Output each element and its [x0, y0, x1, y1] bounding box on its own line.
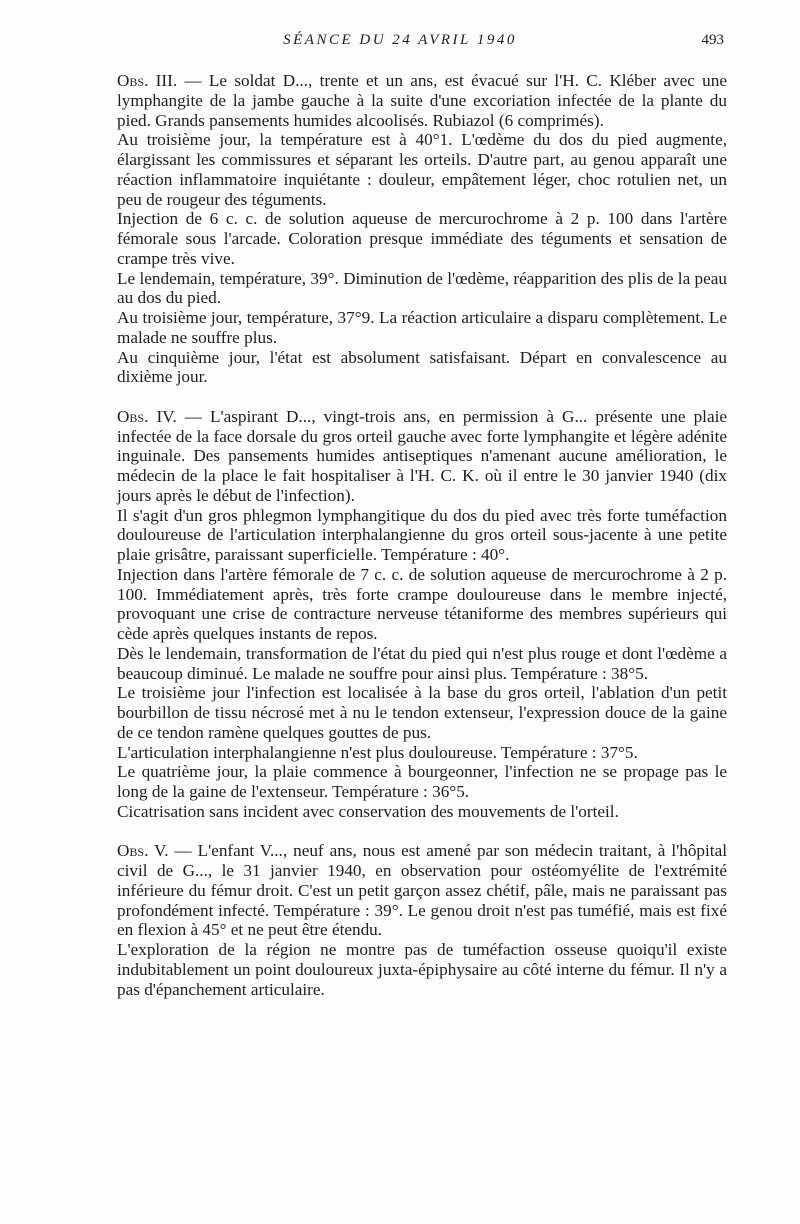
- paragraph: [117, 841, 727, 940]
- paragraph: Le quatrième jour, la plaie commence à bourgeonner, l'infection ne se propage pas le long de la gaine de l'extenseur. Température : 36°5.: [117, 762, 727, 801]
- paragraph: L'exploration de la région ne montre pas de tuméfaction osseuse quoiqu'il existe indubitablement un point douloureux juxta-épiphysaire au côté interne du fémur. Il n'y a pas d'épanchement articulaire.: [117, 940, 727, 999]
- paragraph: [117, 407, 727, 506]
- paragraph-text: — Le soldat D..., trente et un ans, est évacué sur l'H. C. Kléber avec une lymphangite de la jambe gauche à la suite d'une excoriation infectée de la plante du pied. Grands pansements humides alcoolisés. Rubiazol (6 comprimés).: [117, 71, 727, 130]
- paragraph: Au troisième jour, température, 37°9. La réaction articulaire a disparu complètement. Le malade ne souffre plus.: [117, 308, 727, 347]
- running-head: [0, 32, 800, 56]
- paragraph: Il s'agit d'un gros phlegmon lymphangitique du dos du pied avec très forte tuméfaction douloureuse de l'articulation interphalangienne du gros orteil sous-jacente à une petite plaie grisâtre, paraissant superficielle. Température : 40°.: [117, 505, 727, 564]
- paragraph: Injection de 6 c. c. de solution aqueuse de mercurochrome à 2 p. 100 dans l'artère fémorale sous l'arcade. Coloration presque immédiate des téguments et sensation de crampe très vive.: [117, 209, 727, 268]
- paragraph-text: — L'enfant V..., neuf ans, nous est amené par son médecin traitant, à l'hôpital civil de G..., le 31 janvier 1940, en observation pour ostéomyélite de l'extrémité inférieure du fémur droit. C'est un petit garçon assez chétif, pâle, mais ne paraissant pas profondément infecté. Température : 39°. Le genou droit n'est pas tuméfié, mais est fixé en flexion à 45° et ne peut être étendu.: [117, 841, 727, 940]
- paragraph: Le lendemain, température, 39°. Diminution de l'œdème, réapparition des plis de la peau au dos du pied.: [117, 268, 727, 308]
- running-title: SÉANCE DU 24 AVRIL 1940: [283, 32, 517, 48]
- observation-v: [117, 841, 727, 999]
- paragraph: Le troisième jour l'infection est localisée à la base du gros orteil, l'ablation d'un petit bourbillon de tissu nécrosé met à nu le tendon extenseur, l'expression douce de la gaine de ce tendon ramène quelques gouttes de pus.: [117, 683, 727, 742]
- paragraph: L'articulation interphalangienne n'est plus douloureuse. Température : 37°5.: [117, 742, 638, 762]
- paragraph: Au troisième jour, la température est à 40°1. L'œdème du dos du pied augmente, élargissant les commissures et séparant les orteils. D'autre part, au genou apparaît une réaction inflammatoire inquiétante : douleur, empâtement léger, choc rotulien net, un peu de rougeur des téguments.: [117, 130, 727, 209]
- paragraph: Dès le lendemain, transformation de l'état du pied qui n'est plus rouge et dont l'œdème a beaucoup diminué. Le malade ne souffre pour ainsi plus. Température : 38°5.: [117, 643, 727, 683]
- paragraph: Au cinquième jour, l'état est absolument satisfaisant. Départ en convalescence au dixième jour.: [117, 347, 727, 387]
- observation-iii: [117, 71, 727, 387]
- paragraph-text: — L'aspirant D..., vingt-trois ans, en permission à G... présente une plaie infectée de la face dorsale du gros orteil gauche avec forte lymphangite et légère adénite inguinale. Des pansements humides antiseptiques n'amenant aucune amélioration, le médecin de la place le fait hospitaliser à l'H. C. K. où il entre le 30 janvier 1940 (dix jours après le début de l'infection).: [117, 406, 727, 505]
- observation-iv: [117, 407, 727, 822]
- paragraph: Cicatrisation sans incident avec conservation des mouvements de l'orteil.: [117, 801, 619, 821]
- page-number: 493: [701, 32, 724, 48]
- observation-label: Obs. V.: [117, 841, 169, 861]
- observation-label: Obs. IV.: [117, 406, 177, 426]
- paragraph: [117, 71, 727, 130]
- observation-label: Obs. III.: [117, 71, 178, 90]
- paragraph: Injection dans l'artère fémorale de 7 c. c. de solution aqueuse de mercurochrome à 2 p. 100. Immédiatement après, très forte crampe douloureuse dans le membre injecté, provoquant une crise de contracture nerveuse tétaniforme des membres supérieurs qui cède après quelques instants de repos.: [117, 564, 727, 643]
- body-text: [117, 71, 727, 999]
